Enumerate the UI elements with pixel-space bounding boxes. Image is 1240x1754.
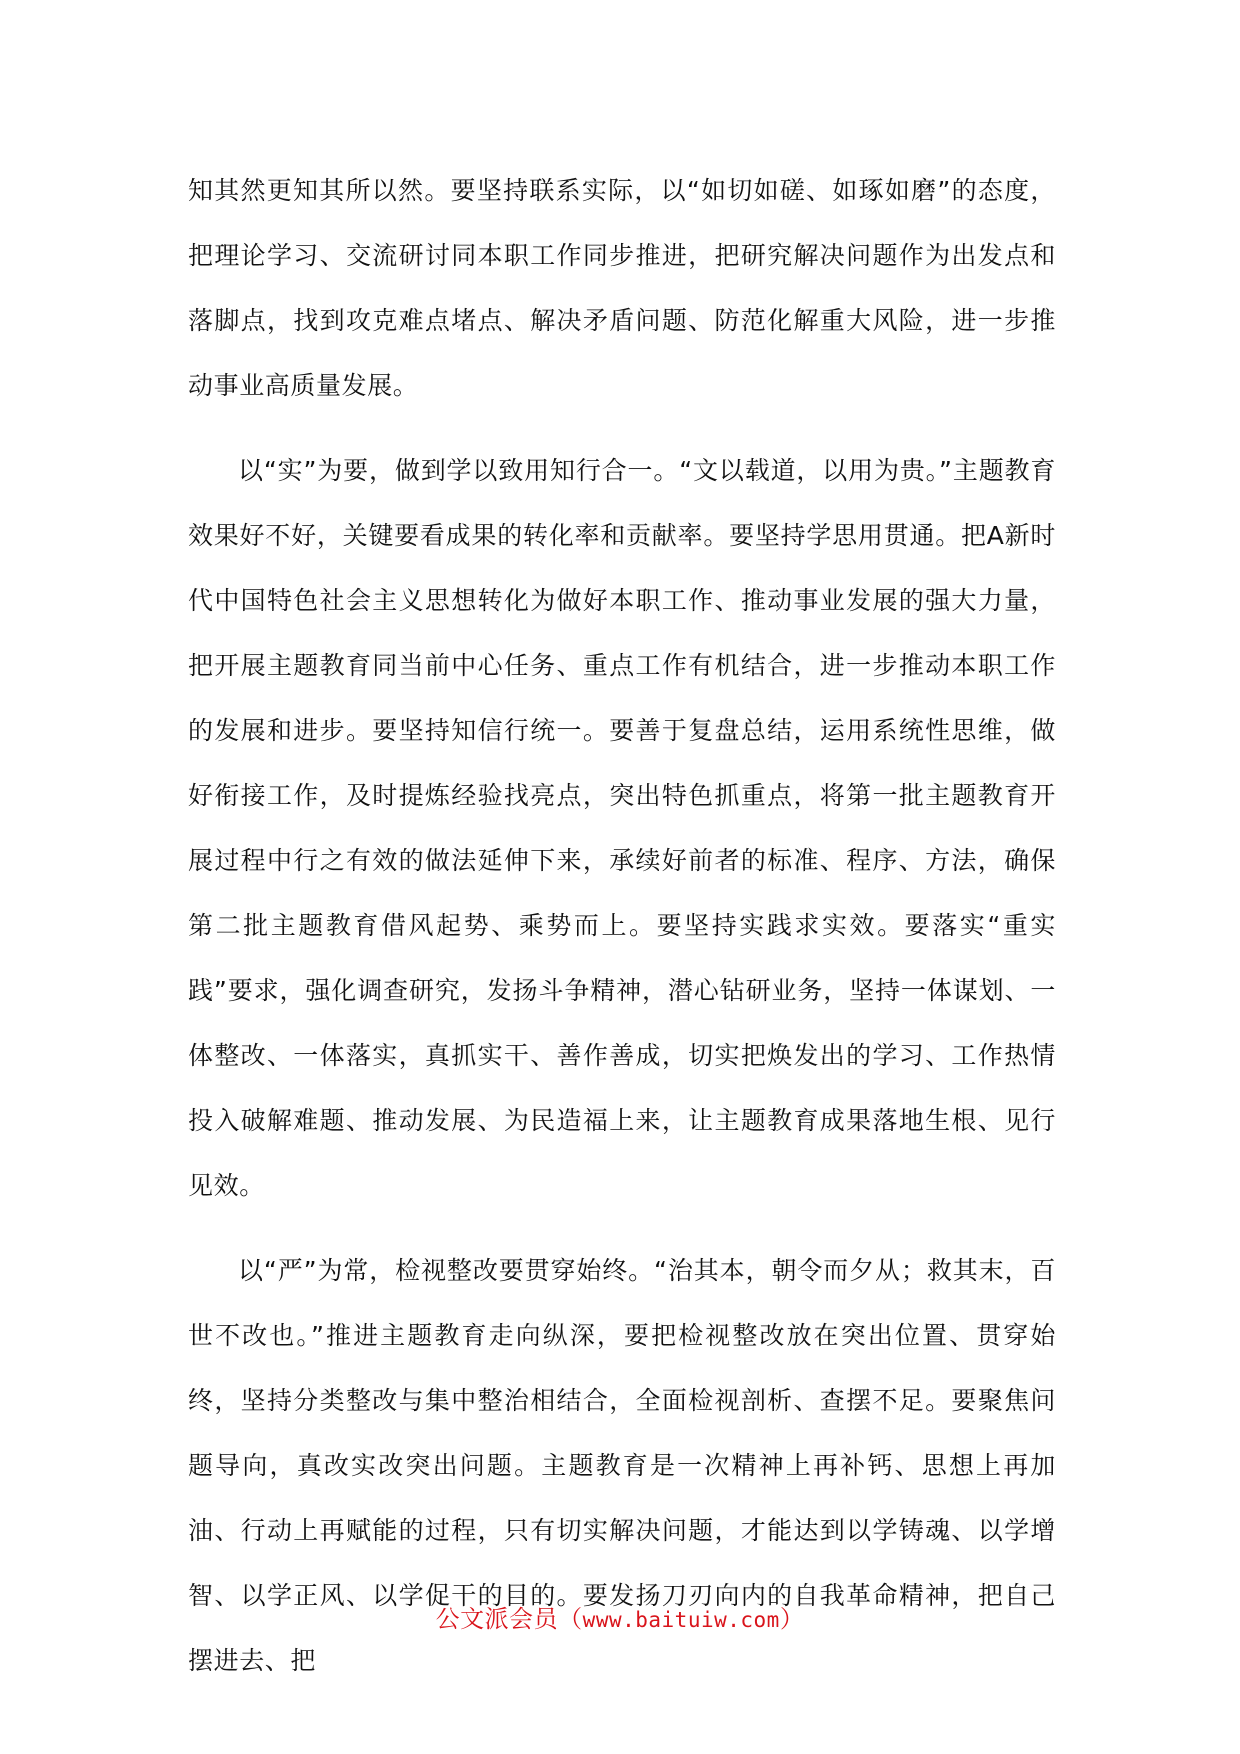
footer-watermark: [0, 1602, 1240, 1637]
paragraph-yan: 以“严”为常，检视整改要贯穿始终。“治其本，朝令而夕从；救其末，百世不改也。”推进主题教育走向纵深，要把检视整改放在突出位置、贯穿始终，坚持分类整改与集中整治相结合，全面检视剖析、查摆不足。要聚焦问题导向，真改实改突出问题。主题教育是一次精神上再补钙、思想上再加油、行动上再赋能的过程，只有切实解决问题，才能达到以学铸魂、以学增智、以学正风、以学促干的目的。要发扬刀刃向内的自我革命精神，把自己摆进去、把: [188, 1256, 1056, 1675]
document-body: [188, 158, 1056, 1693]
footer-url: www.baituiw.com: [582, 1608, 780, 1632]
footer-close: ）: [779, 1605, 805, 1633]
paragraph-shi: 以“实”为要，做到学以致用知行合一。“文以载道，以用为贵。”主题教育效果好不好，关键要看成果的转化率和贡献率。要坚持学思用贯通。把A新时代中国特色社会主义思想转化为做好本职工作、推动事业发展的强大力量，把开展主题教育同当前中心任务、重点工作有机结合，进一步推动本职工作的发展和进步。要坚持知信行统一。要善于复盘总结，运用系统性思维，做好衔接工作，及时提炼经验找亮点，突出特色抓重点，将第一批主题教育开展过程中行之有效的做法延伸下来，承续好前者的标准、程序、方法，确保第二批主题教育借风起势、乘势而上。要坚持实践求实效。要落实“重实践”要求，强化调查研究，发扬斗争精神，潜心钻研业务，坚持一体谋划、一体整改、一体落实，真抓实干、善作善成，切实把焕发出的学习、工作热情投入破解难题、推动发展、为民造福上来，让主题教育成果落地生根、见行见效。: [188, 456, 1056, 1200]
footer-brand: 公文派会员（: [435, 1605, 583, 1633]
paragraph-continuation: 知其然更知其所以然。要坚持联系实际，以“如切如磋、如琢如磨”的态度，把理论学习、交流研讨同本职工作同步推进，把研究解决问题作为出发点和落脚点，找到攻克难点堵点、解决矛盾问题、防范化解重大风险，进一步推动事业高质量发展。: [188, 176, 1056, 400]
